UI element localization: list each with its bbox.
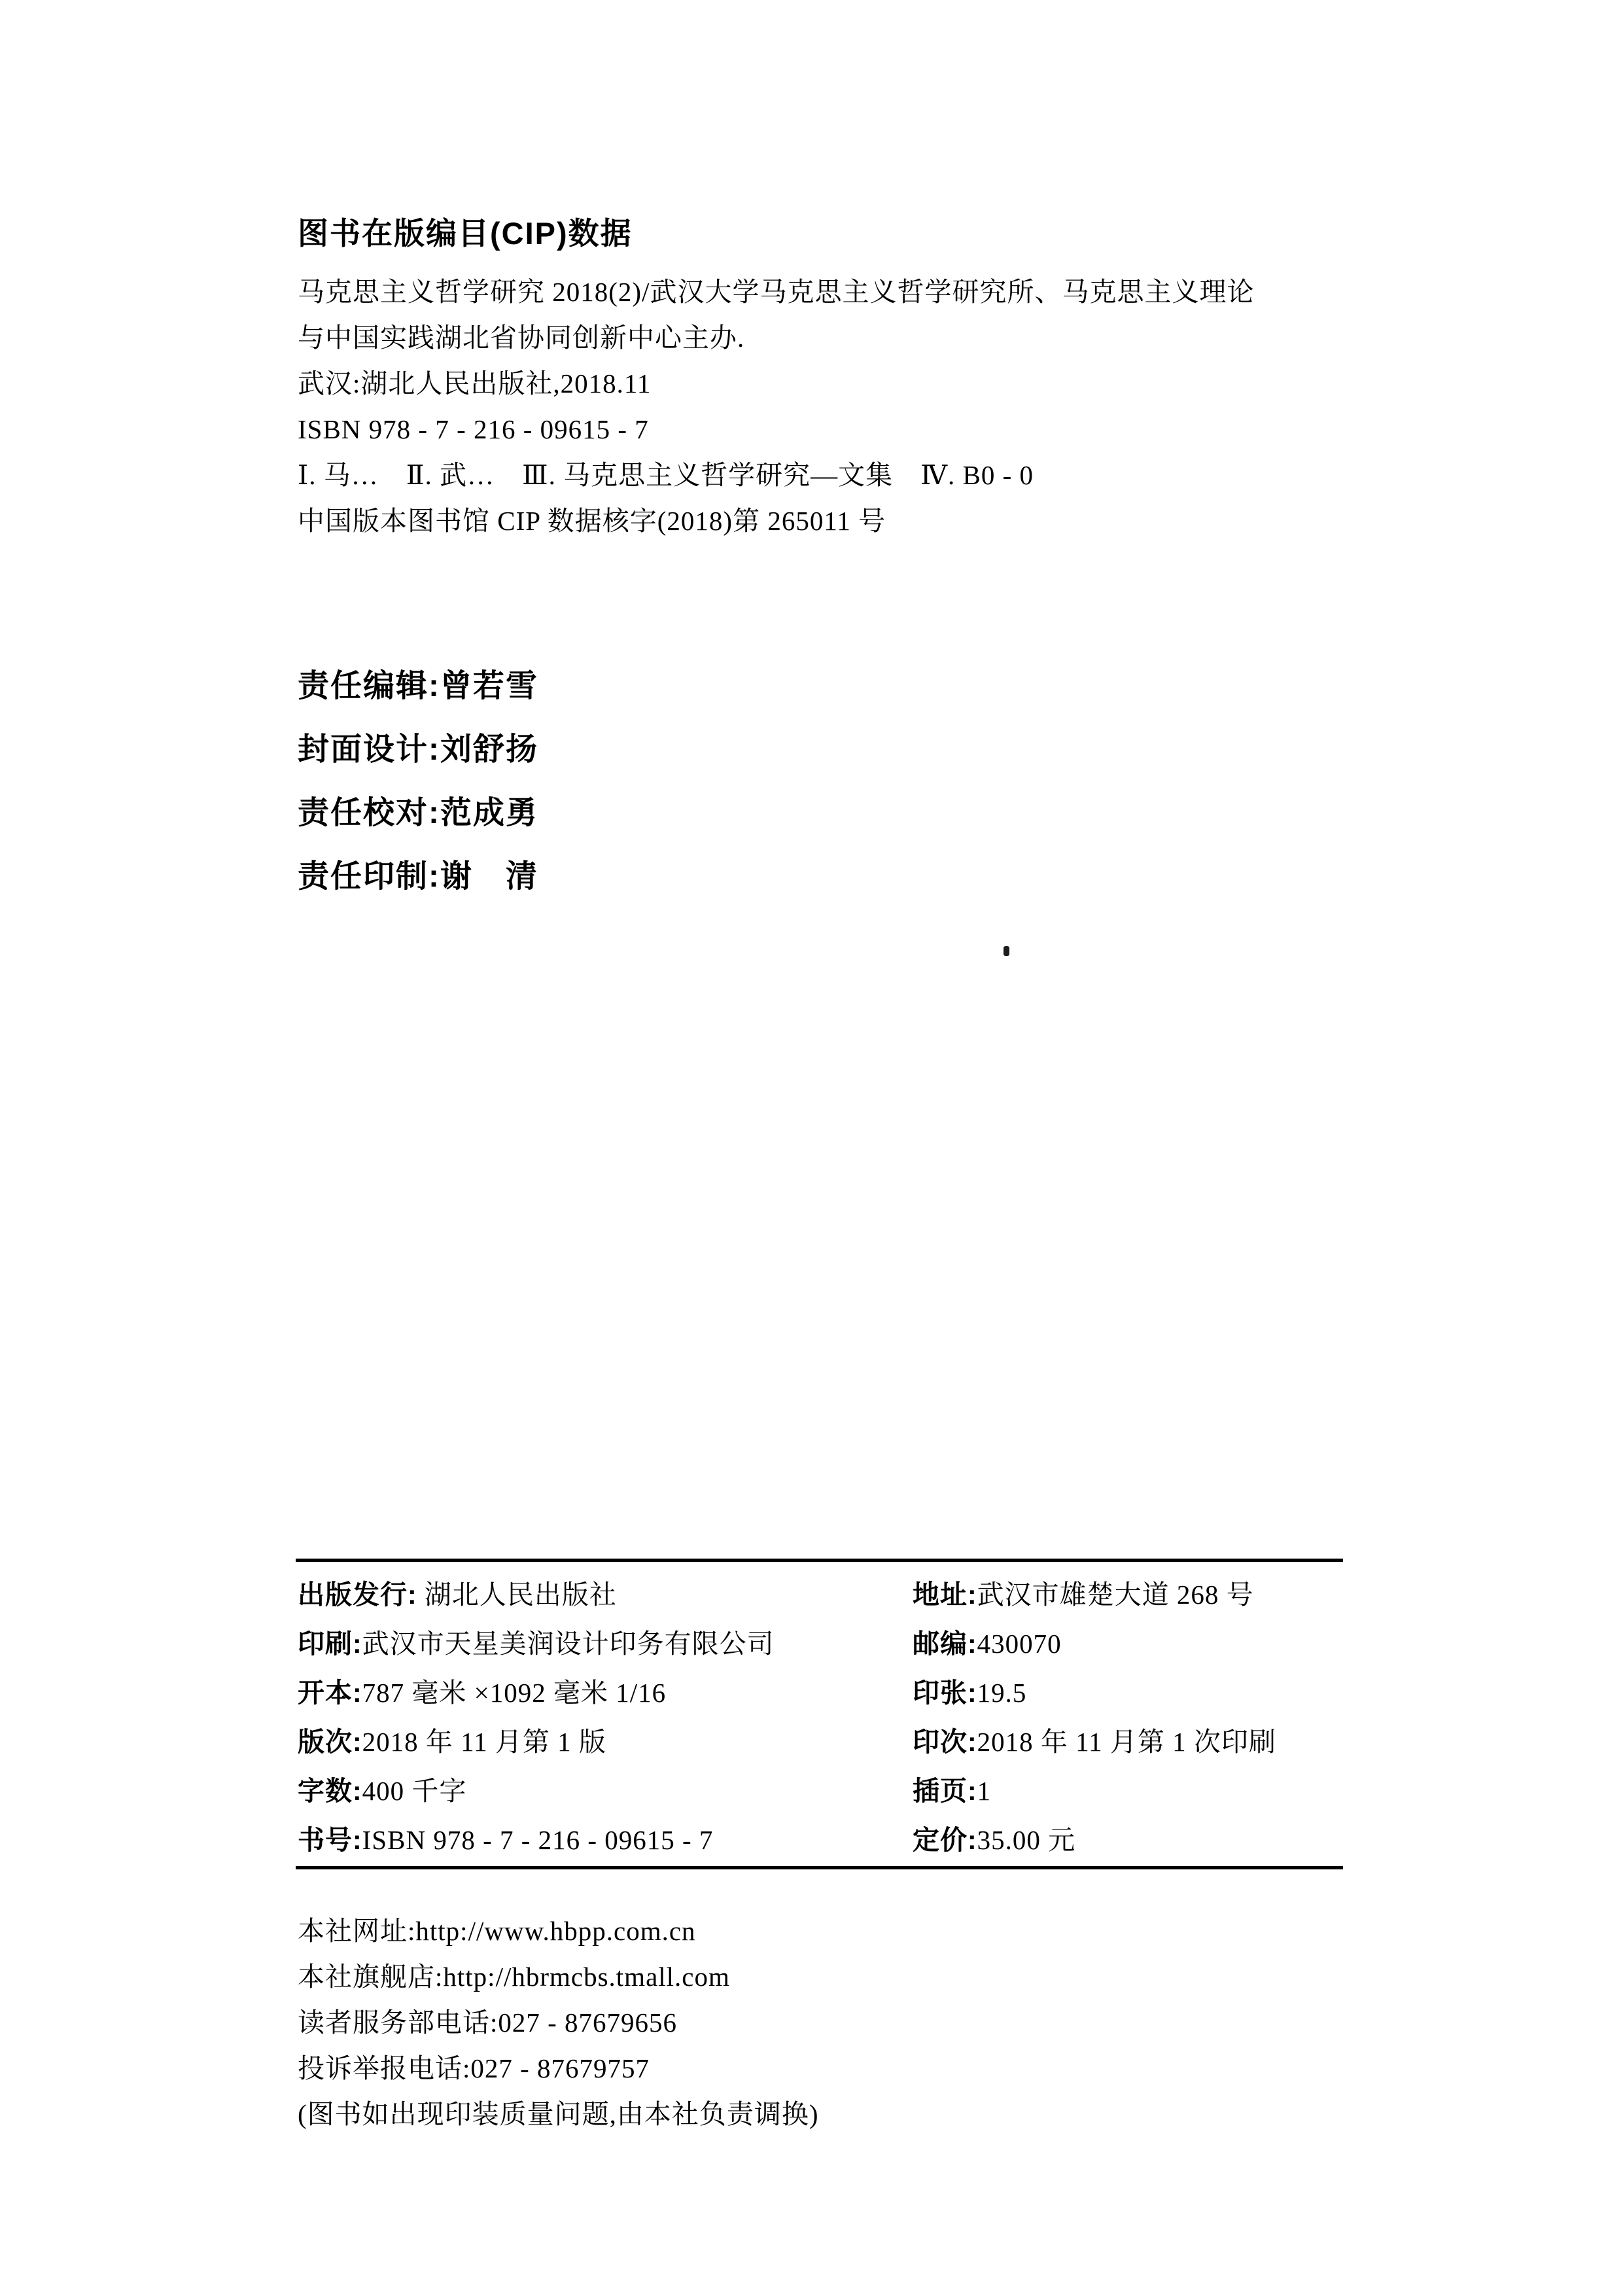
cip-line-registry-number: 中国版本图书馆 CIP 数据核字(2018)第 265011 号 [298,506,886,536]
cip-line-book-title: 马克思主义哲学研究 2018(2)/武汉大学马克思主义哲学研究所、马克思主义理论 [298,277,1255,307]
sheets-value: 19.5 [977,1678,1027,1708]
contact-line-quality-note: (图书如出现印装质量问题,由本社负责调换) [298,2099,819,2129]
publisher-label: 出版发行: [298,1580,417,1610]
postcode-label: 邮编: [913,1629,977,1659]
cip-block [298,209,1397,544]
credit-line-print-supervisor: 责任印制:谢 清 [298,859,538,894]
contact-line-website: 本社网址:http://www.hbpp.com.cn [298,1916,696,1946]
printer-label: 印刷: [298,1629,362,1659]
format-label: 开本: [298,1678,362,1708]
contact-line-service-phone: 读者服务部电话:027 - 87679656 [298,2007,678,2038]
contact-block [298,1908,819,2137]
sheets-label: 印张: [913,1678,977,1708]
credit-line-proofreader: 责任校对:范成勇 [298,796,538,830]
colophon-row-publisher [298,1568,1370,1617]
credit-line-cover-design: 封面设计:刘舒扬 [298,732,538,767]
booknumber-value: ISBN 978 - 7 - 216 - 09615 - 7 [362,1825,714,1855]
format-value: 787 毫米 ×1092 毫米 1/16 [362,1678,667,1708]
colophon-row-isbn [298,1813,1370,1862]
publisher-value: 湖北人民出版社 [417,1580,617,1610]
credit-line-editor: 责任编辑:曾若雪 [298,669,538,703]
printer-value: 武汉市天星美润设计印务有限公司 [362,1629,775,1659]
colophon-row-printer [298,1617,1370,1666]
impression-value: 2018 年 11 月第 1 次印刷 [977,1727,1276,1757]
wordcount-label: 字数: [298,1776,362,1806]
edition-label: 版次: [298,1727,362,1757]
colophon-row-format [298,1666,1370,1715]
cip-line-isbn: ISBN 978 - 7 - 216 - 09615 - 7 [298,414,649,444]
price-label: 定价: [913,1825,977,1855]
postcode-value: 430070 [977,1629,1062,1659]
contact-line-store: 本社旗舰店:http://hbrmcbs.tmall.com [298,1962,730,1992]
scan-artifact-dot [1003,946,1009,956]
booknumber-label: 书号: [298,1825,362,1855]
impression-label: 印次: [913,1727,977,1757]
cip-line-organizer: 与中国实践湖北省协同创新中心主办. [298,323,745,353]
price-value: 35.00 元 [977,1825,1076,1855]
cip-line-publisher: 武汉:湖北人民出版社,2018.11 [298,368,652,398]
address-value: 武汉市雄楚大道 268 号 [977,1580,1254,1610]
cip-title: 图书在版编目(CIP)数据 [298,216,633,251]
edition-value: 2018 年 11 月第 1 版 [362,1727,606,1757]
divider-bottom [296,1866,1343,1869]
colophon-table [298,1568,1370,1862]
cip-line-classification: Ⅰ. 马… Ⅱ. 武… Ⅲ. 马克思主义哲学研究—文集 Ⅳ. B0 - 0 [298,460,1034,490]
credits-block [298,654,538,908]
cip-description [298,269,1397,544]
colophon-row-wordcount [298,1764,1370,1813]
colophon-row-edition [298,1715,1370,1764]
inserts-value: 1 [977,1776,992,1806]
inserts-label: 插页: [913,1776,977,1806]
contact-line-complaint-phone: 投诉举报电话:027 - 87679757 [298,2053,650,2083]
divider-top [296,1559,1343,1562]
address-label: 地址: [913,1580,977,1610]
wordcount-value: 400 千字 [362,1776,467,1806]
